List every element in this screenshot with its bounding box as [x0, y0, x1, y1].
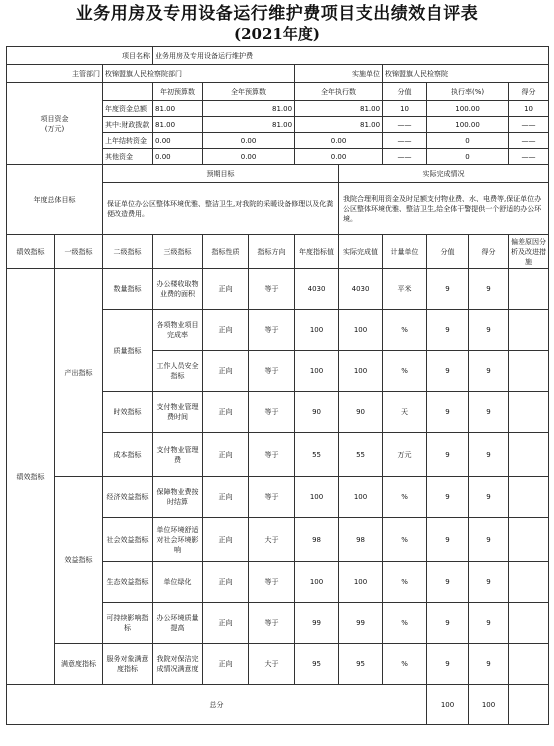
target-cell: 100: [295, 477, 339, 518]
impl-label: 实施单位: [295, 65, 383, 83]
deviation-cell: [509, 518, 549, 562]
target-cell: 98: [295, 518, 339, 562]
level3-cell: 单位绿化: [153, 562, 203, 603]
ih-target: 年度指标值: [295, 235, 339, 269]
level2-ecological: 生态效益指标: [103, 562, 153, 603]
unit-cell: 天: [383, 392, 427, 433]
unit-cell: %: [383, 351, 427, 392]
level3-cell: 支付物业管理费时间: [153, 392, 203, 433]
score-cell: 9: [427, 392, 469, 433]
direction-cell: 等于: [249, 310, 295, 351]
score-cell: 9: [427, 310, 469, 351]
funds-rate-value: 0: [427, 133, 509, 149]
funds-blank-header: [103, 83, 153, 101]
deviation-cell: [509, 603, 549, 644]
nature-cell: 正向: [203, 310, 249, 351]
funds-rate-value: 0: [427, 149, 509, 165]
actual-cell: 100: [339, 562, 383, 603]
nature-cell: 正向: [203, 562, 249, 603]
nature-cell: 正向: [203, 644, 249, 685]
direction-cell: 等于: [249, 433, 295, 477]
funds-full-value: 81.00: [203, 117, 295, 133]
dept-row: [7, 65, 549, 83]
goals-expected-label: 预期目标: [103, 165, 339, 183]
funds-budget-value: 81.00: [153, 101, 203, 117]
funds-score-dash: ——: [383, 117, 427, 133]
score-cell: 9: [427, 351, 469, 392]
deviation-cell: [509, 269, 549, 310]
evaluation-table: [6, 46, 549, 725]
total-label: 总分: [7, 685, 427, 725]
deviation-cell: [509, 392, 549, 433]
got-cell: 9: [469, 269, 509, 310]
project-name-value: 业务用房及专用设备运行维护费: [153, 47, 549, 65]
level3-cell: 支付物业管理费: [153, 433, 203, 477]
indicator-row: [7, 644, 549, 685]
perf-label: 绩效指标: [7, 269, 55, 685]
target-cell: 95: [295, 644, 339, 685]
ih-l3: 三级指标: [153, 235, 203, 269]
goals-label: 年度总体目标: [7, 165, 103, 235]
total-row: [7, 685, 549, 725]
sheet-title: 业务用房及专用设备运行维护费项目支出绩效自评表: [75, 4, 479, 24]
deviation-cell: [509, 351, 549, 392]
unit-cell: %: [383, 310, 427, 351]
nature-cell: 正向: [203, 603, 249, 644]
direction-cell: 等于: [249, 562, 295, 603]
got-cell: 9: [469, 562, 509, 603]
direction-cell: 等于: [249, 269, 295, 310]
nature-cell: 正向: [203, 433, 249, 477]
funds-full-value: 0.00: [203, 149, 295, 165]
funds-header-got: 得分: [509, 83, 549, 101]
score-cell: 9: [427, 603, 469, 644]
total-blank: [509, 685, 549, 725]
unit-cell: 平米: [383, 269, 427, 310]
ih-actual: 实际完成值: [339, 235, 383, 269]
level2-sustainable: 可持续影响指标: [103, 603, 153, 644]
funds-got-dash: ——: [509, 133, 549, 149]
indicator-row: [7, 477, 549, 518]
level3-cell: 单位环境舒适对社会环境影响: [153, 518, 203, 562]
target-cell: 99: [295, 603, 339, 644]
nature-cell: 正向: [203, 392, 249, 433]
level1-satisfaction: 满意度指标: [55, 644, 103, 685]
level2-cost: 成本指标: [103, 433, 153, 477]
got-cell: 9: [469, 603, 509, 644]
level2-timeliness: 时效指标: [103, 392, 153, 433]
nature-cell: 正向: [203, 518, 249, 562]
unit-cell: %: [383, 603, 427, 644]
level1-effect: 效益指标: [55, 477, 103, 644]
actual-cell: 4030: [339, 269, 383, 310]
funds-header-score: 分值: [383, 83, 427, 101]
funds-got-dash: ——: [509, 117, 549, 133]
unit-cell: %: [383, 562, 427, 603]
ih-dev: 偏差原因分析及改进措施: [509, 235, 549, 269]
funds-budget-value: 0.00: [153, 133, 203, 149]
funds-rate-value: 100.00: [427, 117, 509, 133]
goals-actual-label: 实际完成情况: [339, 165, 549, 183]
funds-full-value: 0.00: [203, 133, 295, 149]
funds-budget-value: 81.00: [153, 117, 203, 133]
deviation-cell: [509, 477, 549, 518]
actual-cell: 99: [339, 603, 383, 644]
target-cell: 55: [295, 433, 339, 477]
unit-cell: %: [383, 477, 427, 518]
ih-nature: 指标性质: [203, 235, 249, 269]
got-cell: 9: [469, 310, 509, 351]
level3-cell: 办公环境质量提高: [153, 603, 203, 644]
level1-output: 产出指标: [55, 269, 103, 477]
nature-cell: 正向: [203, 351, 249, 392]
score-cell: 9: [427, 518, 469, 562]
direction-cell: 等于: [249, 392, 295, 433]
funds-header-budget: 年初预算数: [153, 83, 203, 101]
goals-expected-text: 保证单位办公区整体环境优雅、整洁卫生,对我院的采暖设备修理以及化粪便改造费用。: [103, 183, 339, 235]
score-cell: 9: [427, 269, 469, 310]
level3-cell: 办公楼收取物业费的面积: [153, 269, 203, 310]
total-got: 100: [469, 685, 509, 725]
funds-got-value: 10: [509, 101, 549, 117]
dept-label: 主管部门: [7, 65, 103, 83]
level2-quantity: 数量指标: [103, 269, 153, 310]
direction-cell: 等于: [249, 477, 295, 518]
impl-value: 枚锦盟旗人民检察院: [383, 65, 549, 83]
total-score: 100: [427, 685, 469, 725]
actual-cell: 100: [339, 310, 383, 351]
target-cell: 100: [295, 310, 339, 351]
funds-exec-value: 81.00: [295, 101, 383, 117]
actual-cell: 100: [339, 477, 383, 518]
unit-cell: %: [383, 644, 427, 685]
direction-cell: 等于: [249, 603, 295, 644]
level3-cell: 各项物业项目完成率: [153, 310, 203, 351]
direction-cell: 大于: [249, 518, 295, 562]
got-cell: 9: [469, 477, 509, 518]
target-cell: 90: [295, 392, 339, 433]
unit-cell: 万元: [383, 433, 427, 477]
funds-score-dash: ——: [383, 149, 427, 165]
funds-score-dash: ——: [383, 133, 427, 149]
ih-perf: 绩效指标: [7, 235, 55, 269]
ih-l1: 一级指标: [55, 235, 103, 269]
goals-actual-text: 我院合理利用资金及时足额支付物业费、水、电费等,保证单位办公区整体环境优雅、整洁卫生,给全体干警提供一个舒适的办公环境。: [339, 183, 549, 235]
actual-cell: 100: [339, 351, 383, 392]
level2-economic: 经济效益指标: [103, 477, 153, 518]
funds-exec-value: 0.00: [295, 149, 383, 165]
funds-row-label: 其他资金: [103, 149, 153, 165]
funds-rate-value: 100.00: [427, 101, 509, 117]
funds-header-row: [7, 83, 549, 101]
direction-cell: 等于: [249, 351, 295, 392]
actual-cell: 95: [339, 644, 383, 685]
funds-got-dash: ——: [509, 149, 549, 165]
level3-cell: 工作人员安全指标: [153, 351, 203, 392]
funds-score-value: 10: [383, 101, 427, 117]
score-cell: 9: [427, 477, 469, 518]
level2-service: 服务对象满意度指标: [103, 644, 153, 685]
score-cell: 9: [427, 562, 469, 603]
project-name-label: 项目名称: [7, 47, 153, 65]
deviation-cell: [509, 644, 549, 685]
level3-cell: 保障物业费按时结算: [153, 477, 203, 518]
funds-row-label: 年度资金总额: [103, 101, 153, 117]
funds-exec-value: 81.00: [295, 117, 383, 133]
level3-cell: 我院对保洁完成情况满意度: [153, 644, 203, 685]
got-cell: 9: [469, 433, 509, 477]
target-cell: 4030: [295, 269, 339, 310]
got-cell: 9: [469, 392, 509, 433]
deviation-cell: [509, 310, 549, 351]
actual-cell: 98: [339, 518, 383, 562]
funds-header-exec: 全年执行数: [295, 83, 383, 101]
deviation-cell: [509, 433, 549, 477]
nature-cell: 正向: [203, 477, 249, 518]
funds-row-label: 上年结转资金: [103, 133, 153, 149]
funds-header-rate: 执行率(%): [427, 83, 509, 101]
project-row: [7, 47, 549, 65]
indicator-row: [7, 269, 549, 310]
got-cell: 9: [469, 518, 509, 562]
funds-budget-value: 0.00: [153, 149, 203, 165]
target-cell: 100: [295, 562, 339, 603]
unit-cell: %: [383, 518, 427, 562]
ih-got: 得分: [469, 235, 509, 269]
direction-cell: 大于: [249, 644, 295, 685]
funds-row-label: 其中:财政拨款: [103, 117, 153, 133]
got-cell: 9: [469, 351, 509, 392]
sheet-subtitle: (2021年度): [234, 25, 320, 43]
actual-cell: 90: [339, 392, 383, 433]
funds-full-value: 81.00: [203, 101, 295, 117]
level2-social: 社会效益指标: [103, 518, 153, 562]
dept-value: 枚锦盟旗人民检察院部门: [103, 65, 295, 83]
nature-cell: 正向: [203, 269, 249, 310]
ih-l2: 二级指标: [103, 235, 153, 269]
score-cell: 9: [427, 644, 469, 685]
actual-cell: 55: [339, 433, 383, 477]
level2-quality: 质量指标: [103, 310, 153, 392]
deviation-cell: [509, 562, 549, 603]
ih-dir: 指标方向: [249, 235, 295, 269]
funds-header-full: 全年预算数: [203, 83, 295, 101]
got-cell: 9: [469, 644, 509, 685]
ih-unit: 计量单位: [383, 235, 427, 269]
indicator-header-row: [7, 235, 549, 269]
funds-exec-value: 0.00: [295, 133, 383, 149]
score-cell: 9: [427, 433, 469, 477]
goals-header-row: [7, 165, 549, 183]
target-cell: 100: [295, 351, 339, 392]
funds-label: 项目资金 (万元): [7, 83, 103, 165]
ih-score: 分值: [427, 235, 469, 269]
